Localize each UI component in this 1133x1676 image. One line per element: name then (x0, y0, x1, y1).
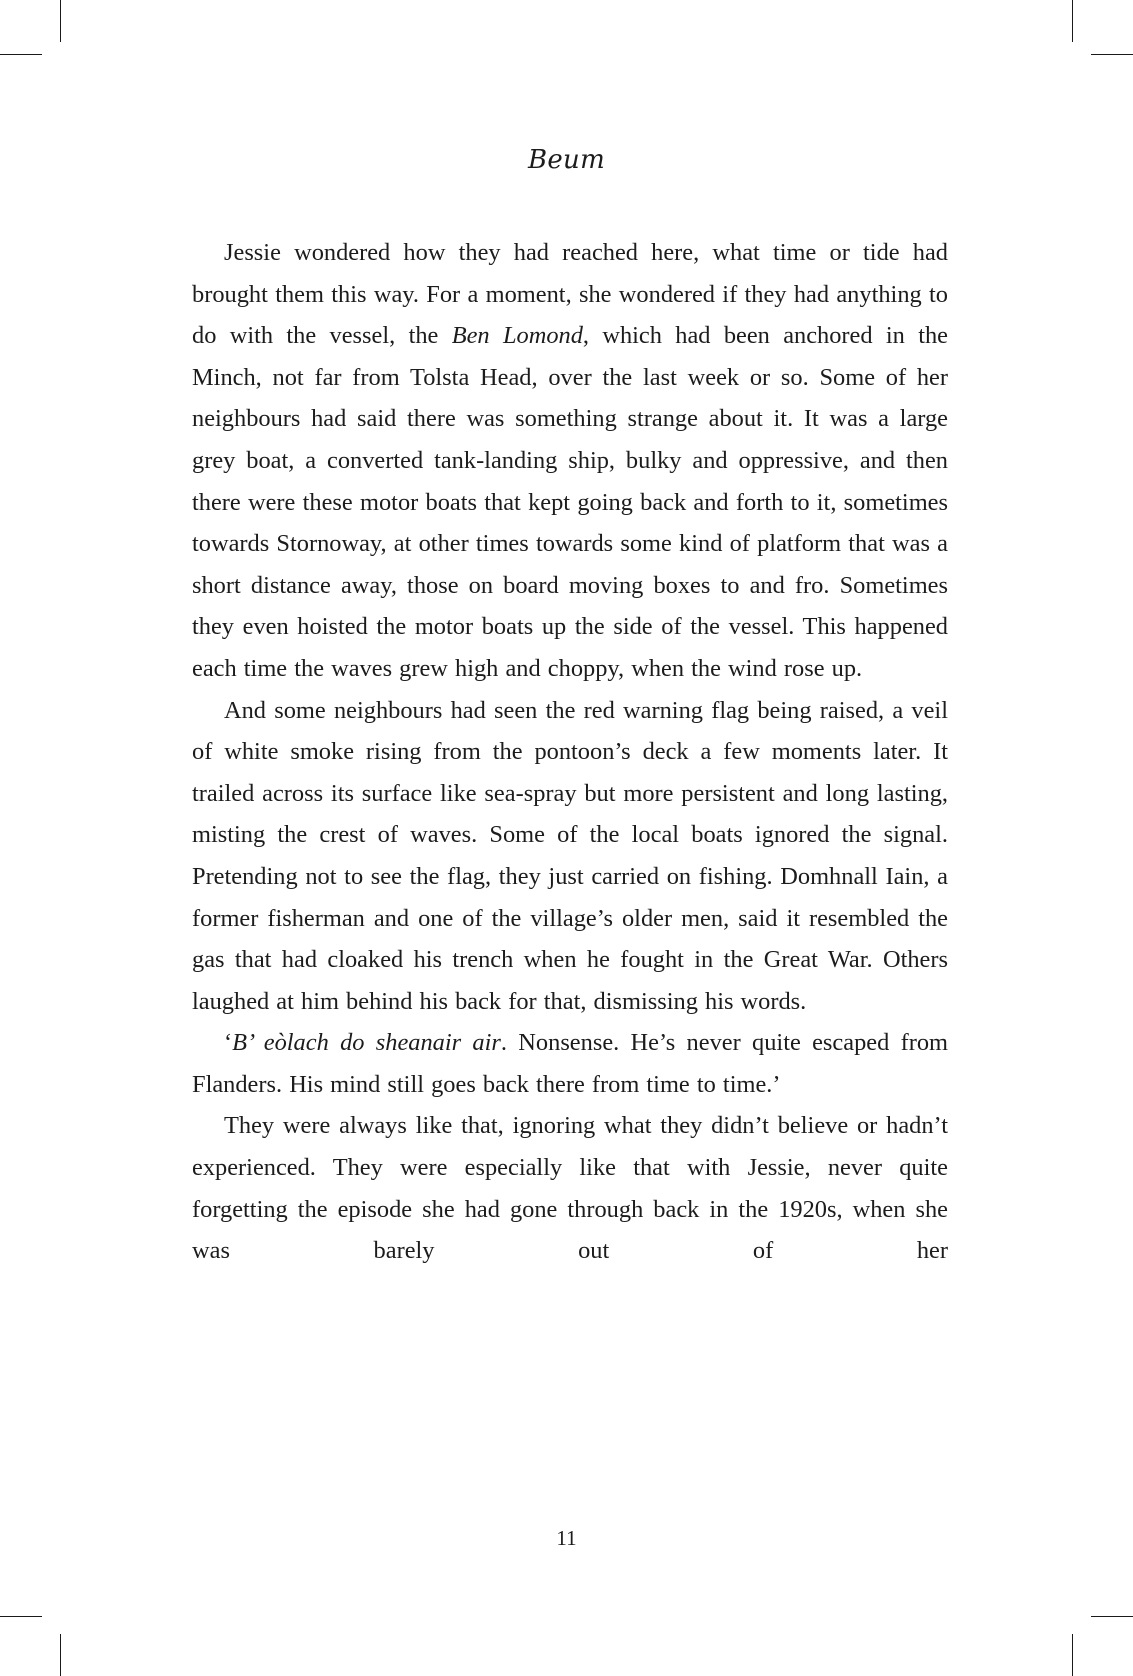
paragraph-1 (192, 232, 948, 690)
paragraph-1-part-b: , which had been anchored in the Minch, not far from Tolsta Head, over the last week or so. Some of her neighbours had said there was something strange about it. It was a large grey boat, a converted tank-landing ship, bulky and oppressive, and then there were these motor boats that kept going back and forth to it, sometimes towards Stornoway, at other times towards some kind of platform that was a short distance away, those on board moving boxes to and fro. Sometimes they even hoisted the motor boats up the side of the vessel. This happened each time the waves grew high and choppy, when the wind rose up. (192, 322, 949, 682)
crop-mark-top-left-horizontal (0, 54, 42, 55)
crop-mark-bottom-right-vertical (1072, 1634, 1073, 1676)
paragraph-2: And some neighbours had seen the red warning flag being raised, a veil of white smoke rising from the pontoon’s deck a few moments later. It trailed across its surface like sea-spray but more persistent and long lasting, misting the crest of waves. Some of the local boats ignored the signal. Pretending not to see the flag, they just carried on fishing. Domhnall Iain, a former fisherman and one of the village’s older men, said it resembled the gas that had cloaked his trench when he fought in the Great War. Others laughed at him behind his back for that, dismissing his words. (192, 696, 948, 1015)
paragraph-3-rest: . Nonsense. He’s never quite escaped from Flanders. His mind still goes back there from time to time.’ (192, 1029, 948, 1098)
crop-mark-top-right-vertical (1072, 0, 1073, 42)
paragraph-4: They were always like that, ignoring what they didn’t believe or hadn’t experienced. They were especially like that with Jessie, never quite forgetting the episode she had gone through back in the 1920s, when she was barely out of her (192, 1112, 948, 1265)
running-head: Beum (527, 145, 606, 175)
paragraph-1-part-a: Jessie wondered how they had reached here, what time or tide had brought them this way. For a moment, she wondered if they had anything to do with the vessel, the (192, 239, 948, 350)
crop-mark-bottom-right-horizontal (1091, 1616, 1133, 1617)
body-text (192, 232, 948, 1272)
open-quote: ‘ (224, 1029, 233, 1057)
gaelic-phrase: B’ eòlach do sheanair air (232, 1029, 501, 1057)
ship-name: Ben Lomond (451, 322, 583, 350)
page-number: 11 (556, 1526, 577, 1550)
paragraph-3 (192, 1022, 948, 1105)
crop-mark-top-left-vertical (60, 0, 61, 42)
crop-mark-bottom-left-horizontal (0, 1616, 42, 1617)
crop-mark-top-right-horizontal (1091, 54, 1133, 55)
crop-mark-bottom-left-vertical (60, 1634, 61, 1676)
